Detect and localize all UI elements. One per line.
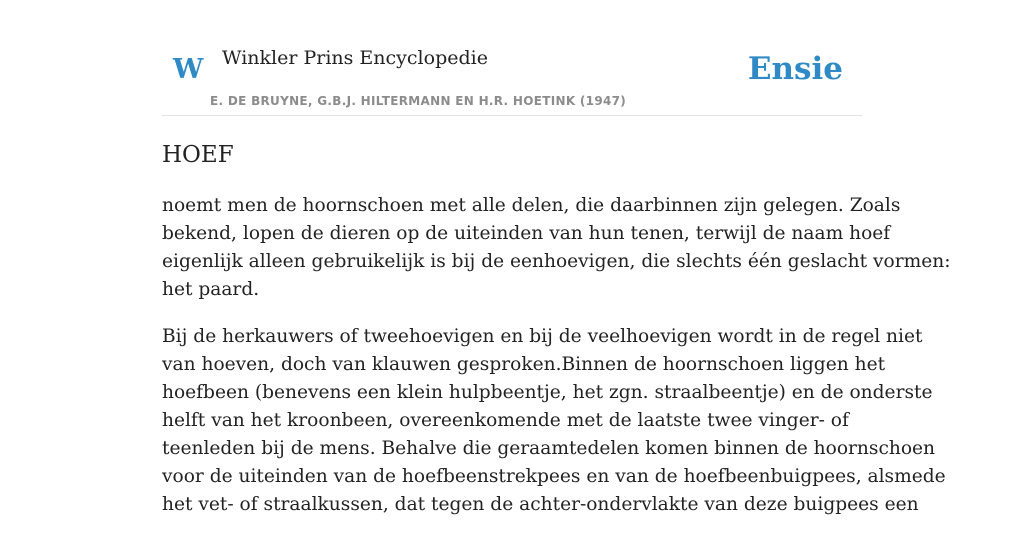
page xyxy=(162,0,951,515)
text-line: hoefbeen (benevens een klein hulpbeentje, het zgn. straalbeentje) en de onderste xyxy=(162,382,933,403)
text-line: noemt men de hoornschoen met alle delen, die daarbinnen zijn gelegen. Zoals xyxy=(162,195,901,216)
text-line: het paard. xyxy=(162,279,260,300)
entry-title: HOEF xyxy=(162,142,234,168)
text-line: Bij de herkauwers of tweehoevigen en bij de veelhoevigen wordt in de regel niet xyxy=(162,326,923,347)
text-line: bekend, lopen de dieren op de uiteinden van hun tenen, terwijl de naam hoef xyxy=(162,223,891,244)
text-line: voor de uiteinden van de hoefbeenstrekpees en van de hoefbeenbuigpees, alsmede xyxy=(162,466,946,487)
entry-body xyxy=(162,192,951,538)
encyclopedia-logo[interactable]: W xyxy=(173,54,204,85)
book-title-link[interactable]: Winkler Prins Encyclopedie xyxy=(222,47,488,69)
text-line: teenleden bij de mens. Behalve die geraamtedelen komen binnen de hoornschoen xyxy=(162,438,936,459)
paragraph-1 xyxy=(162,192,951,304)
text-line: helft van het kroonbeen, overeenkomende met de laatste twee vinger- of xyxy=(162,410,849,431)
text-line: van hoeven, doch van klauwen gesproken.Binnen de hoornschoen liggen het xyxy=(162,354,886,375)
text-line: het vet- of straalkussen, dat tegen de achter-ondervlakte van deze buigpees een xyxy=(162,494,919,515)
text-line: eigenlijk alleen gebruikelijk is bij de eenhoevigen, die slechts één geslacht vormen: xyxy=(162,251,951,272)
paragraph-2 xyxy=(162,323,946,519)
ensie-logo-link[interactable]: Ensie xyxy=(747,51,843,87)
book-authors: E. DE BRUYNE, G.B.J. HILTERMANN EN H.R. HOETINK (1947) xyxy=(210,94,627,108)
site-header xyxy=(162,0,862,116)
